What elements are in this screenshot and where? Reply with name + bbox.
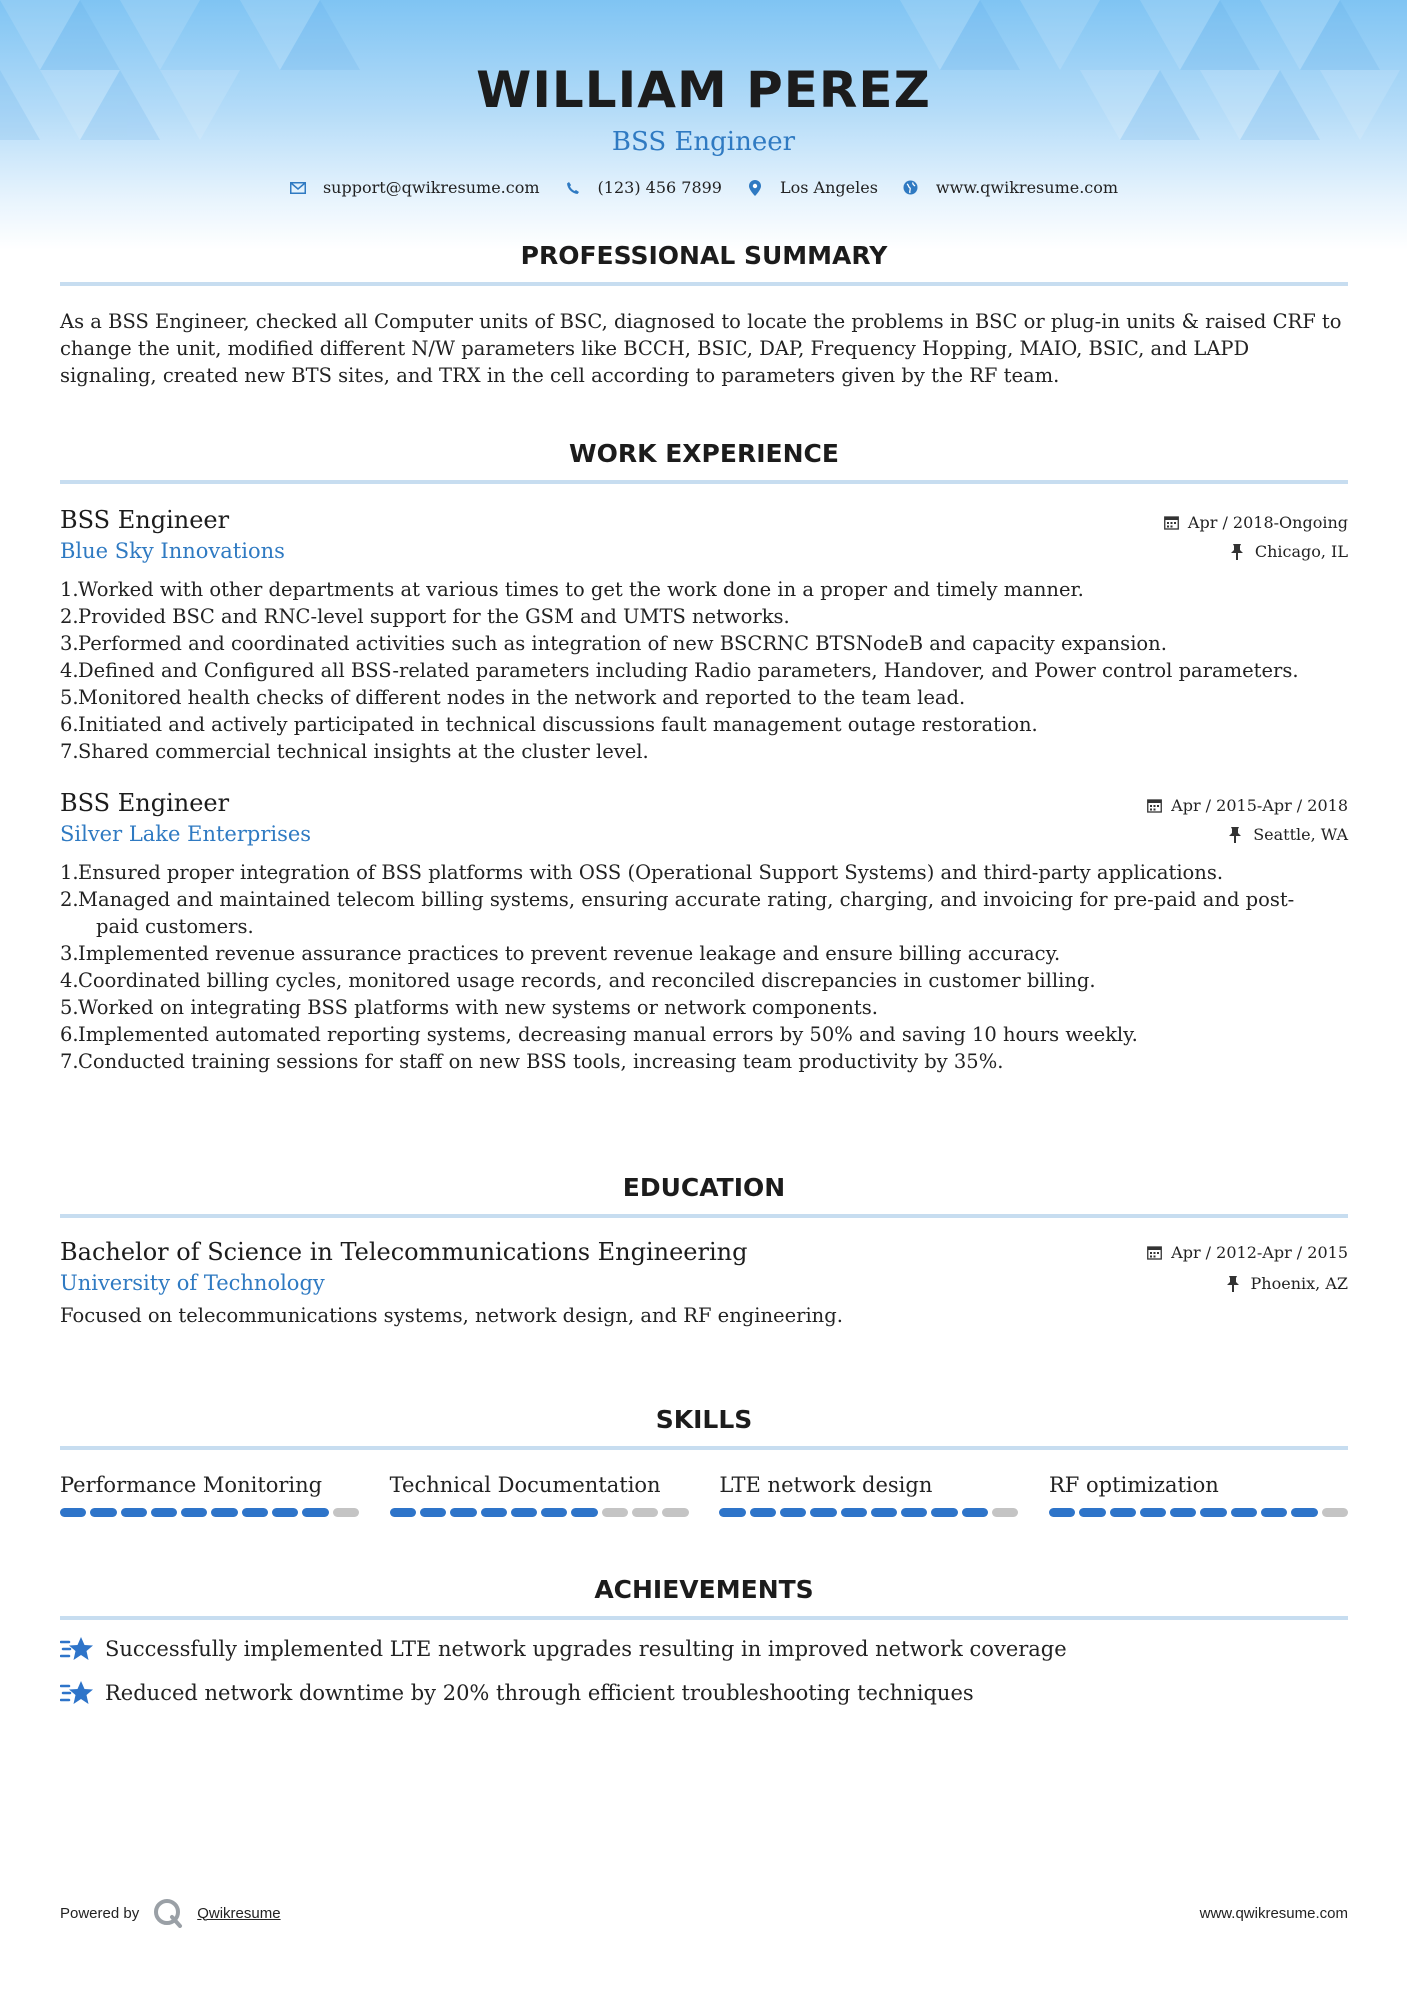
skill-segment-filled [871,1508,897,1517]
job-location [1229,824,1348,846]
brand-link[interactable]: Qwikresume [197,1904,281,1922]
job-title: BSS Engineer [60,789,230,817]
list-item: 5. Worked on integrating BSS platforms with new systems or network components. [60,996,878,1019]
skill-segment-filled [750,1508,776,1517]
skill-segment-filled [1200,1508,1226,1517]
education-section [60,1172,1348,1329]
achievement-item [60,1634,1348,1664]
skill-segment-empty [632,1508,658,1517]
contact-location [746,178,878,197]
email-text: support@qwikresume.com [322,178,540,197]
section-title: EDUCATION [622,1173,786,1202]
company-name: Silver Lake Enterprises [60,822,312,846]
powered-by-label: Powered by [60,1904,140,1922]
page-footer [60,1898,1348,1928]
company-name: Blue Sky Innovations [60,539,285,563]
section-divider [60,1616,1348,1620]
list-item: 6. Initiated and actively participated in technical discussions fault management outage restoration. [60,713,1038,736]
list-item: 2. Managed and maintained telecom billing systems, ensuring accurate rating, charging, and invoicing for pre-paid and post-paid customers. [60,888,1295,938]
skill-segment-filled [211,1508,237,1517]
calendar-icon [1147,1245,1163,1261]
skill-segment-empty [333,1508,359,1517]
skill-segment-filled [931,1508,957,1517]
list-item: 4. Coordinated billing cycles, monitored usage records, and reconciled discrepancies in customer billing. [60,969,1096,992]
skill-item [60,1470,359,1517]
skill-segment-filled [810,1508,836,1517]
candidate-name: WILLIAM PEREZ [476,61,931,119]
skill-segment-filled [901,1508,927,1517]
achievements-section [60,1574,1348,1708]
skills-list [60,1470,1348,1517]
degree-title: Bachelor of Science in Telecommunications Engineering [60,1238,748,1266]
contact-website[interactable] [902,178,1118,197]
achievements-list [60,1634,1348,1708]
skill-level-bar [60,1508,359,1517]
dates-text: Apr / 2018-Ongoing [1187,513,1348,532]
skill-level-bar [1049,1508,1348,1517]
skill-item [390,1470,689,1517]
footer-branding [60,1898,281,1928]
job-dates [1147,795,1348,817]
skill-item [719,1470,1018,1517]
list-item: 7. Shared commercial technical insights at the cluster level. [60,740,649,763]
skill-segment-filled [1140,1508,1166,1517]
section-title: PROFESSIONAL SUMMARY [520,241,888,270]
achievement-text: Successfully implemented LTE network upgrades resulting in improved network coverage [105,1637,1067,1661]
location-text: Chicago, IL [1254,542,1348,561]
phone-icon [564,179,582,197]
job-dates [1164,512,1348,534]
website-text: www.qwikresume.com [935,178,1119,197]
list-item: 4. Defined and Configured all BSS-related parameters including Radio parameters, Handover, and Power control parameters. [60,659,1299,682]
skill-segment-filled [151,1508,177,1517]
skill-segment-filled [841,1508,867,1517]
section-divider [60,480,1348,484]
envelope-icon [289,179,307,197]
skill-segment-empty [602,1508,628,1517]
list-item: 3. Implemented revenue assurance practices to prevent revenue leakage and ensure billing accuracy. [60,942,1061,965]
dates-text: Apr / 2012-Apr / 2015 [1171,1243,1348,1262]
job-entry [60,504,1348,765]
skill-segment-filled [719,1508,745,1517]
skill-segment-filled [450,1508,476,1517]
job-bullets [60,859,1348,1075]
education-dates [1147,1242,1348,1264]
skill-segment-filled [420,1508,446,1517]
job-location [1231,541,1348,563]
skill-segment-filled [390,1508,416,1517]
skill-segment-filled [1110,1508,1136,1517]
pushpin-icon [1231,544,1247,560]
skill-segment-filled [1231,1508,1257,1517]
job-sub-row [60,819,1348,849]
skill-segment-empty [1322,1508,1348,1517]
pushpin-icon [1229,827,1245,843]
skill-name: Technical Documentation [389,1473,661,1497]
job-title: BSS Engineer [60,506,230,534]
skill-segment-filled [481,1508,507,1517]
phone-text: (123) 456 7899 [597,178,722,197]
job-header-row [60,504,1348,536]
shooting-star-icon [60,1678,94,1708]
list-item: 3. Performed and coordinated activities such as integration of new BSCRNC BTSNodeB and capacity expansion. [60,632,1167,655]
globe-icon [902,179,920,197]
section-title: SKILLS [655,1405,753,1434]
skill-segment-filled [511,1508,537,1517]
skill-segment-filled [60,1508,86,1517]
contact-bar [0,178,1407,197]
list-item: 1. Worked with other departments at various times to get the work done in a proper and timely manner. [60,578,1084,601]
calendar-icon [1164,515,1180,531]
list-item: 2. Provided BSC and RNC-level support for the GSM and UMTS networks. [60,605,790,628]
skill-segment-filled [1261,1508,1287,1517]
qwikresume-logo-icon [153,1898,183,1928]
contact-email[interactable] [289,178,540,197]
location-text: Seattle, WA [1253,825,1348,844]
footer-website[interactable]: www.qwikresume.com [1199,1904,1348,1922]
skill-segment-filled [541,1508,567,1517]
skill-segment-filled [571,1508,597,1517]
map-pin-icon [746,179,764,197]
resume-header [0,58,1407,197]
job-header-row [60,787,1348,819]
skill-segment-filled [1170,1508,1196,1517]
job-bullets [60,576,1348,765]
candidate-role: BSS Engineer [611,127,796,157]
summary-section [60,240,1348,389]
list-item: 6. Implemented automated reporting systems, decreasing manual errors by 50% and saving 10 hours weekly. [60,1023,1138,1046]
contact-phone[interactable] [564,178,722,197]
section-divider [60,282,1348,286]
job-sub-row [60,536,1348,566]
skill-segment-filled [1079,1508,1105,1517]
section-divider [60,1214,1348,1218]
skills-section [60,1404,1348,1517]
skill-segment-filled [121,1508,147,1517]
skill-segment-filled [780,1508,806,1517]
skill-segment-filled [90,1508,116,1517]
experience-section [60,438,1348,1075]
skill-segment-filled [1049,1508,1075,1517]
list-item: 7. Conducted training sessions for staff on new BSS tools, increasing team productivity by 35%. [60,1050,1004,1073]
skill-segment-filled [272,1508,298,1517]
skill-name: LTE network design [719,1473,933,1497]
list-item: 1. Ensured proper integration of BSS platforms with OSS (Operational Support Systems) and third-party applications. [60,861,1224,884]
location-text: Phoenix, AZ [1250,1274,1348,1293]
calendar-icon [1147,798,1163,814]
school-name: University of Technology [60,1271,325,1295]
location-text: Los Angeles [779,178,878,197]
job-entry [60,787,1348,1075]
skill-name: Performance Monitoring [60,1473,323,1497]
skill-segment-empty [662,1508,688,1517]
pushpin-icon [1227,1276,1243,1292]
skill-level-bar [719,1508,1018,1517]
dates-text: Apr / 2015-Apr / 2018 [1171,796,1348,815]
achievement-item [60,1678,1348,1708]
list-item: 5. Monitored health checks of different nodes in the network and reported to the team lead. [60,686,966,709]
skill-level-bar [390,1508,689,1517]
achievement-text: Reduced network downtime by 20% through efficient troubleshooting techniques [105,1681,974,1705]
section-title: WORK EXPERIENCE [569,439,839,468]
skill-segment-filled [302,1508,328,1517]
section-divider [60,1446,1348,1450]
skill-segment-filled [962,1508,988,1517]
education-header-row [60,1236,1348,1268]
skill-name: RF optimization [1048,1473,1219,1497]
section-title: ACHIEVEMENTS [594,1575,814,1604]
skill-item [1049,1470,1348,1517]
summary-text: As a BSS Engineer, checked all Computer units of BSC, diagnosed to locate the problems in BSC or plug-in units & raised CRF to change the unit, modified different N/W parameters like BCCH, BSIC, DAP, Frequency Hopping, MAIO, BSIC, and LAPD signaling, created new BTS sites, and TRX in the cell according to parameters given by the RF team. [60,310,1342,387]
education-location [1227,1273,1348,1295]
education-sub-row [60,1268,1348,1298]
skill-segment-filled [1291,1508,1317,1517]
skill-segment-filled [181,1508,207,1517]
skill-segment-empty [992,1508,1018,1517]
shooting-star-icon [60,1634,94,1664]
skill-segment-filled [242,1508,268,1517]
education-description: Focused on telecommunications systems, network design, and RF engineering. [60,1304,843,1327]
